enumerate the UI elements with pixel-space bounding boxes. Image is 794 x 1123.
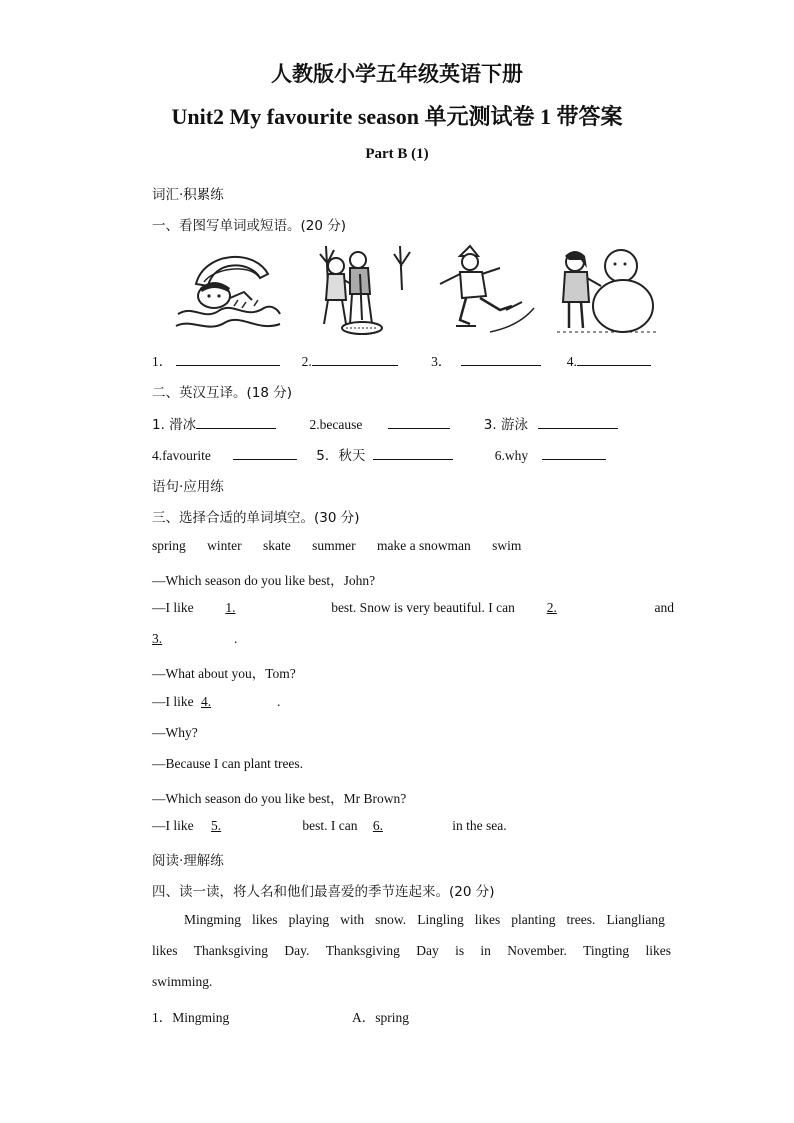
passage-word: Tingting [583,943,630,958]
passage-word: November. [507,943,567,958]
question-4-title: 四、读一读，将人名和他们最喜爱的季节连起来。(20 分) [152,884,495,900]
passage-word: likes [252,912,278,927]
part-label: Part B (1) [365,146,429,162]
dialog-blank-1[interactable]: 1. [225,600,236,615]
q1-answer-2[interactable] [312,351,398,366]
question-2-row-1 [152,413,618,433]
word-bank-item: winter [207,538,242,553]
skating-icon [430,244,538,338]
dialog-text: . [234,631,238,646]
passage-word: planting [511,912,556,927]
q1-item-1-label: 1． [152,354,173,369]
passage-word: Mingming [184,912,242,927]
q2-item-1-label: 1. 滑冰 [152,417,197,433]
passage-line-2 [152,943,671,959]
passage-word: with [340,912,365,927]
dialog-text: and [654,600,674,615]
passage-word: Lingling [417,912,464,927]
section-vocabulary: 词汇·积累练 [152,187,224,203]
dialog-blank-4[interactable]: 4. [201,694,212,709]
question-1-title: 一、看图写单词或短语。(20 分) [152,218,347,234]
subtitle-english: Unit2 My favourite season [171,104,419,129]
passage-word: snow. [375,912,407,927]
question-2-title: 二、英汉互译。(18 分) [152,385,293,401]
q1-answer-1[interactable] [176,351,280,366]
word-bank-item: make a snowman [377,538,471,553]
dialog-line-3 [152,631,237,647]
page-title: 人教版小学五年级英语下册 [271,62,523,86]
dialog-text: —I like [152,600,194,615]
q1-item-3-label: 3． [431,354,452,369]
passage-line-3: swimming. [152,974,213,989]
q1-item-4-label: 4. [566,354,577,369]
passage-word: playing [288,912,330,927]
making-snowman-icon [553,244,661,338]
passage-line-1 [184,912,665,928]
q2-answer-3[interactable] [538,414,618,429]
dialog-line-2 [152,600,674,616]
dialog-text: best. Snow is very beautiful. I can [331,600,515,615]
dialog-line-8: —Which season do you like best，Mr Brown? [152,791,407,806]
question-1-items [152,350,651,370]
match-row-1 [152,1006,409,1026]
dialog-blank-2[interactable]: 2. [546,600,557,615]
dialog-text: —I like [152,818,194,833]
dialog-line-6: —Why? [152,725,198,740]
dialog-line-5 [152,694,280,710]
dialog-line-7: —Because I can plant trees. [152,756,304,771]
dialog-blank-5[interactable]: 5. [211,818,222,833]
word-bank-item: summer [312,538,356,553]
q2-answer-5[interactable] [373,445,453,460]
match-name-1: 1．Mingming [152,1010,230,1025]
passage-word: in [480,943,491,958]
question-2-row-2 [152,444,606,464]
dialog-line-1: —Which season do you like best，John? [152,573,376,588]
dialog-text: best. I can [302,818,358,833]
subtitle-number: 1 [539,104,551,129]
q2-answer-4[interactable] [233,445,297,460]
word-bank-item: skate [263,538,291,553]
q1-item-2-label: 2. [301,354,312,369]
dialog-blank-6[interactable]: 6. [372,818,383,833]
q2-item-3-label: 3. 游泳 [483,417,528,433]
dialog-text: —I like [152,694,194,709]
passage-word: Thanksgiving [325,943,400,958]
subtitle-chinese: 单元测试卷 [424,105,535,130]
passage-word: Thanksgiving [193,943,269,958]
passage-word: Day. [284,943,310,958]
q2-item-5-label: 5．秋天 [316,448,366,464]
swimming-icon [174,244,282,338]
word-bank [152,538,521,554]
passage-word: likes [152,943,178,958]
q2-item-2-label: 2.because [309,417,363,432]
q2-item-4-label: 4.favourite [152,448,211,463]
word-bank-item: spring [152,538,186,553]
word-bank-item: swim [492,538,522,553]
section-sentence: 语句·应用练 [152,479,224,495]
match-season-a: A．spring [352,1010,409,1025]
section-reading: 阅读·理解练 [152,853,224,869]
q1-answer-3[interactable] [461,351,541,366]
passage-word: likes [474,912,501,927]
passage-word: Day [416,943,439,958]
dialog-line-9 [152,818,507,834]
dialog-line-4: —What about you，Tom? [152,666,296,681]
q1-answer-4[interactable] [577,351,651,366]
passage-word: likes [645,943,671,958]
question-3-title: 三、选择合适的单词填空。(30 分) [152,510,360,526]
subtitle-tail: 带答案 [556,105,623,130]
q2-answer-6[interactable] [542,445,606,460]
q2-answer-1[interactable] [196,414,276,429]
passage-word: is [455,943,465,958]
q2-answer-2[interactable] [388,414,450,429]
dialog-blank-3[interactable]: 3. [152,631,163,646]
passage-word: Liangliang [606,912,665,927]
page-subtitle [0,100,794,131]
passage-word: trees. [566,912,596,927]
dialog-text: . [277,694,281,709]
planting-trees-icon [312,244,420,338]
dialog-text: in the sea. [452,818,507,833]
q2-item-6-label: 6.why [494,448,529,463]
